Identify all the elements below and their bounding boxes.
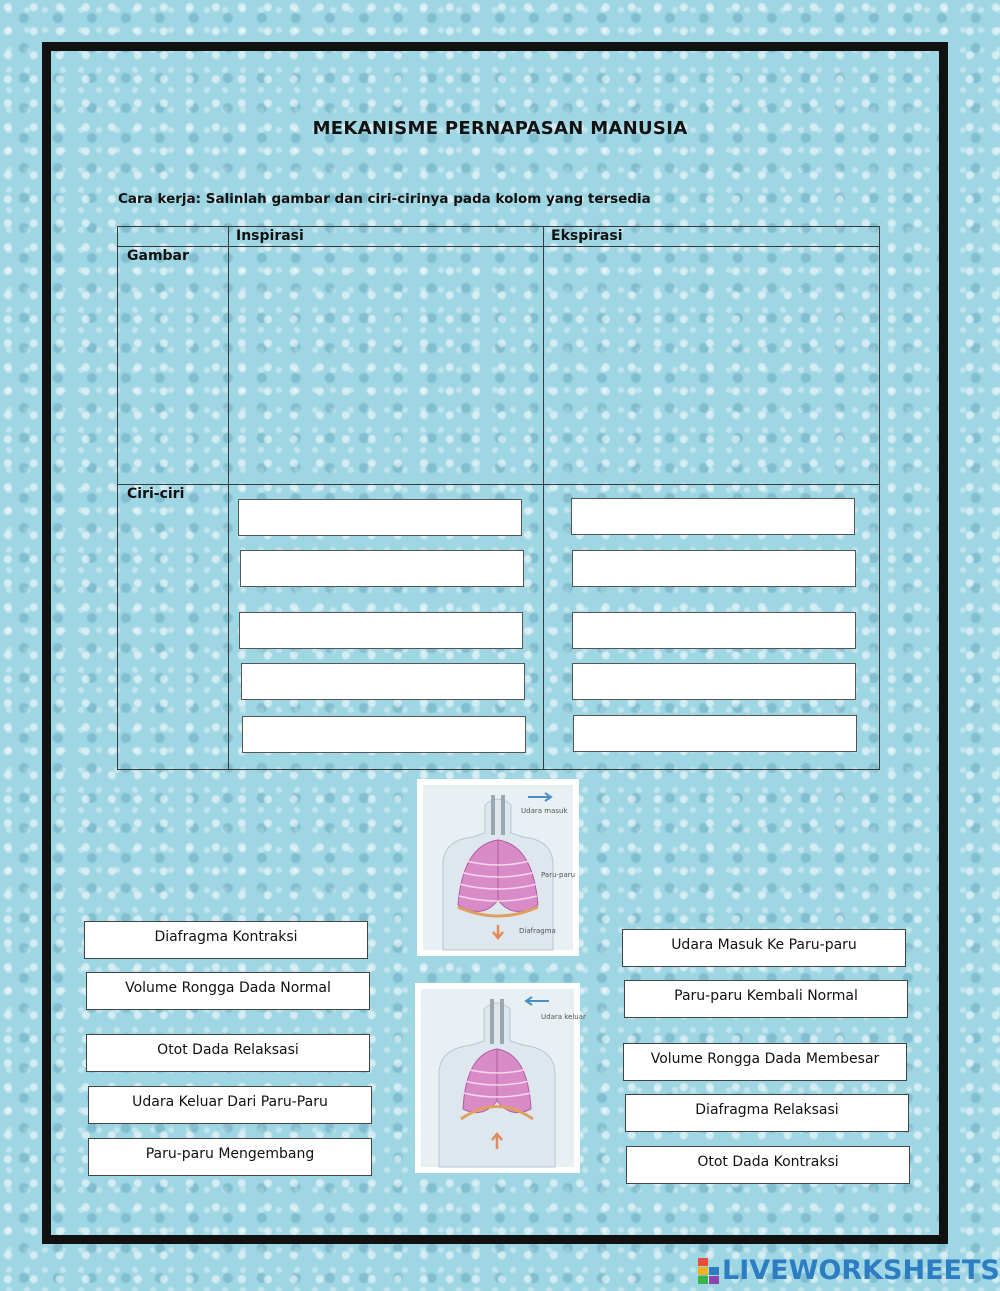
card-volume-membesar[interactable]: Volume Rongga Dada Membesar [623, 1043, 907, 1081]
drop-box-inspirasi-3[interactable] [239, 612, 523, 649]
row-label-gambar: Gambar [127, 248, 189, 264]
diagram-bottom-air-label: Udara keluar [541, 1013, 586, 1021]
drop-zone-gambar-inspirasi[interactable] [230, 248, 542, 483]
page-title: MEKANISME PERNAPASAN MANUSIA [312, 118, 688, 139]
card-diafragma-kontraksi[interactable]: Diafragma Kontraksi [84, 921, 368, 959]
drop-box-inspirasi-2[interactable] [240, 550, 524, 587]
header-ekspirasi: Ekspirasi [551, 228, 623, 244]
diagram-top-diaphragm-label: Diafragma [519, 927, 556, 935]
drop-box-ekspirasi-5[interactable] [573, 715, 857, 752]
card-otot-dada-kontraksi[interactable]: Otot Dada Kontraksi [626, 1146, 910, 1184]
row-label-ciri: Ciri-ciri [127, 486, 185, 502]
table-border-left [117, 226, 118, 770]
drop-zone-gambar-ekspirasi[interactable] [545, 248, 878, 483]
card-udara-masuk[interactable]: Udara Masuk Ke Paru-paru [622, 929, 906, 967]
card-otot-dada-relaksasi[interactable]: Otot Dada Relaksasi [86, 1034, 370, 1072]
diagram-top-air-label: Udara masuk [521, 807, 568, 815]
diagram-top-lung-label: Paru-paru [541, 871, 576, 879]
drop-box-inspirasi-1[interactable] [238, 499, 522, 536]
drop-box-ekspirasi-1[interactable] [571, 498, 855, 535]
card-paru-mengembang[interactable]: Paru-paru Mengembang [88, 1138, 372, 1176]
inspiration-diagram[interactable] [417, 779, 579, 956]
table-col-divider-2 [543, 226, 544, 770]
instruction-text: Cara kerja: Salinlah gambar dan ciri-cirinya pada kolom yang tersedia [118, 191, 651, 207]
drop-box-ekspirasi-3[interactable] [572, 612, 856, 649]
expiration-diagram[interactable] [415, 983, 586, 1173]
card-diafragma-relaksasi[interactable]: Diafragma Relaksasi [625, 1094, 909, 1132]
table-border-top [117, 226, 880, 227]
drop-box-inspirasi-5[interactable] [242, 716, 526, 753]
drop-box-inspirasi-4[interactable] [241, 663, 525, 700]
table-border-bottom [117, 769, 880, 770]
table-header-divider [117, 246, 880, 247]
drop-box-ekspirasi-2[interactable] [572, 550, 856, 587]
liveworksheets-logo-icon [698, 1258, 720, 1288]
card-udara-keluar[interactable]: Udara Keluar Dari Paru-Paru [88, 1086, 372, 1124]
header-inspirasi: Inspirasi [236, 228, 304, 244]
table-col-divider-1 [228, 226, 229, 770]
table-border-right [879, 226, 880, 770]
table-row-divider [117, 484, 880, 485]
card-volume-rongga-dada-normal[interactable]: Volume Rongga Dada Normal [86, 972, 370, 1010]
drop-box-ekspirasi-4[interactable] [572, 663, 856, 700]
card-paru-kembali-normal[interactable]: Paru-paru Kembali Normal [624, 980, 908, 1018]
liveworksheets-brand: LIVEWORKSHEETS [722, 1255, 1000, 1286]
